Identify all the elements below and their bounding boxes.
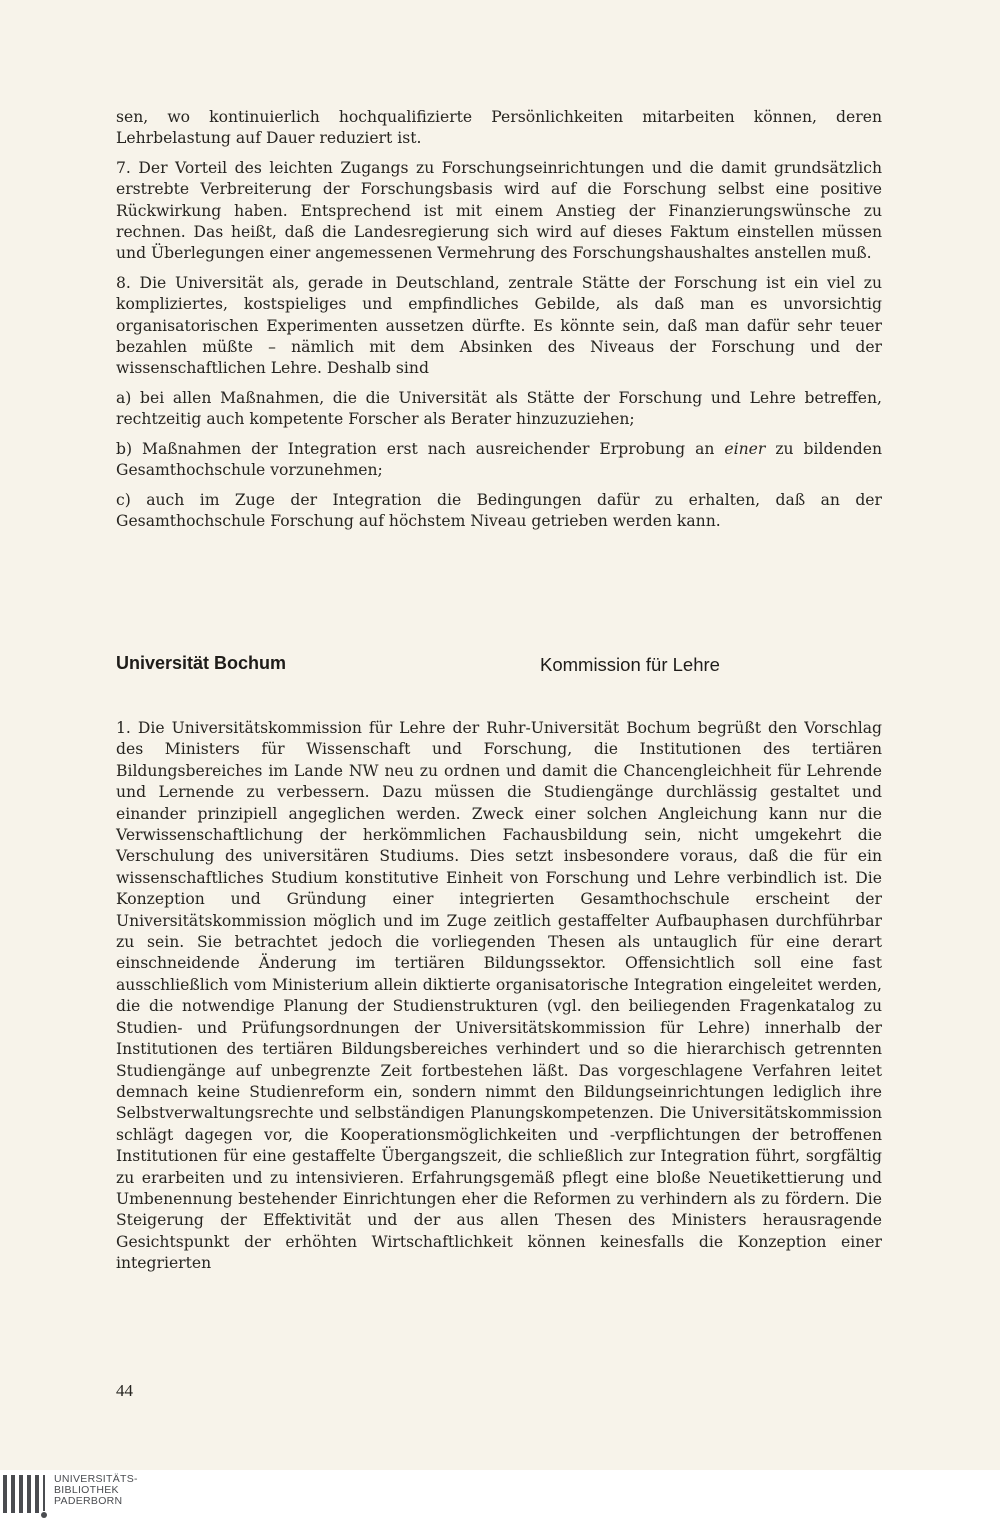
paragraph-c: c) auch im Zuge der Integration die Bedingungen dafür zu erhalten, daß an der Gesamthochschule Forschung auf höchstem Niveau getrieben werden kann. [116,490,882,530]
paragraph-b [116,439,882,482]
footer-strip [0,1470,1000,1522]
paragraph-continuation: sen, wo kontinuierlich hochqualifizierte Persönlichkeiten mitarbeiten können, deren Lehrbelastung auf Dauer reduziert ist. [116,108,882,148]
library-logo-line-1: UNIVERSITÄTS- [54,1473,138,1485]
paragraph-b-emphasis: einer [724,439,766,458]
library-logo-line-3: PADERBORN [54,1495,123,1507]
text-block-bottom [116,718,882,1275]
paragraph-7: 7. Der Vorteil des leichten Zugangs zu Forschungseinrichtungen und die damit grundsätzlich erstrebte Verbreiterung der Forschungsbasis wird auf die Forschung selbst eine positive Rückwirkung haben. Entsprechend ist mit einem Anstieg der Finanzierungswünsche zu rechnen. Das heißt, daß die Landesregierung sich wird auf dieses Faktum einstellen müssen und Überlegungen einer angemessenen Vermehrung des Forschungshaushaltes anstellen muß. [116,158,882,263]
text-block-top [116,107,882,540]
library-logo-bars-icon [0,1473,48,1519]
paragraph-b-end: zu bildenden Gesamthochschule vorzunehmen; [116,439,882,480]
section-heading-commission: Kommission für Lehre [540,654,720,675]
paragraph-1: 1. Die Universitätskommission für Lehre der Ruhr-Universität Bochum begrüßt den Vorschlag des Ministers für Wissenschaft und Forschung, die Institutionen des tertiären Bildungsbereiches im Lande NW neu zu ordnen und damit die Chancengleichheit für Lehrende und Lernende zu verbessern. Dazu müssen die Studiengänge durchlässig gestaltet und einander prinzipiell angeglichen werden. Zweck einer solchen Angleichung kann nur die Verwissenschaftlichung der herkömmlichen Fachausbildung sein, nicht umgekehrt die Verschulung des universitären Studiums. Dies setzt insbesondere voraus, daß die für ein wissenschaftliches Studium konstitutive Einheit von Forschung und Lehre verbindlich ist. Die Konzeption und Gründung einer integrierten Gesamthochschule erscheint der Universitätskommission möglich und im Zuge zeitlich gestaffelter Aufbauphasen durchführbar zu sein. Sie betrachtet jedoch die vorliegenden Thesen als untauglich für eine derart einschneidende Änderung im tertiären Bildungssektor. Offensichtlich soll eine fast ausschließlich vom Ministerium allein diktierte organisatorische Integration eingeleitet werden, die die notwendige Planung der Studienstrukturen (vgl. den beiliegenden Fragenkatalog zu Studien- und Prüfungsordnungen der Universitätskommission für Lehre) innerhalb der Institutionen des tertiären Bildungsbereiches verhindert und so die hierarchisch getrennten Studiengänge auf unbegrenzte Zeit fortbestehen läßt. Das vorgeschlagene Verfahren leitet demnach keine Studienreform ein, sondern nimmt den Bildungseinrichtungen lediglich ihre Selbstverwaltungsrechte und selbständigen Planungskompetenzen. Die Universitätskommission schlägt dagegen vor, die Kooperationsmöglichkeiten und -verpflichtungen der betroffenen Institutionen für eine gestaffelte Übergangszeit, die schließlich zur Integration führt, sorgfältig zu erarbeiten und zu intensivieren. Erfahrungsgemäß pflegt eine bloße Neuetikettierung und Umbenennung bestehender Einrichtungen eher die Reformen zu verhindern als zu fördern. Die Steigerung der Effektivität und der aus allen Thesen des Ministers herausragende Gesichtspunkt der erhöhten Wirtschaftlichkeit können keinesfalls die Konzeption einer integrierten [116,719,882,1273]
paragraph-b-start: b) Maßnahmen der Integration erst nach ausreichender Erprobung an [116,439,725,458]
section-heading-university: Universität Bochum [116,653,287,673]
library-logo-text [54,1474,138,1507]
library-logo-line-2: BIBLIOTHEK [54,1484,119,1496]
paragraph-a: a) bei allen Maßnahmen, die die Universität als Stätte der Forschung und Lehre betreffen, rechtzeitig auch kompetente Forscher als Berater hinzuzuziehen; [116,388,882,429]
paragraph-8: 8. Die Universität als, gerade in Deutschland, zentrale Stätte der Forschung ist ein viel zu kompliziertes, kostspieliges und empfindliches Gebilde, als daß man es unvorsichtig organisatorischen Experimenten aussetzen dürfte. Es könnte sein, daß man dafür sehr teuer bezahlen müßte – nämlich mit dem Absinken des Niveaus der Forschung und der wissenschaftlichen Lehre. Deshalb sind [116,273,882,378]
page-number: 44 [116,1381,133,1400]
